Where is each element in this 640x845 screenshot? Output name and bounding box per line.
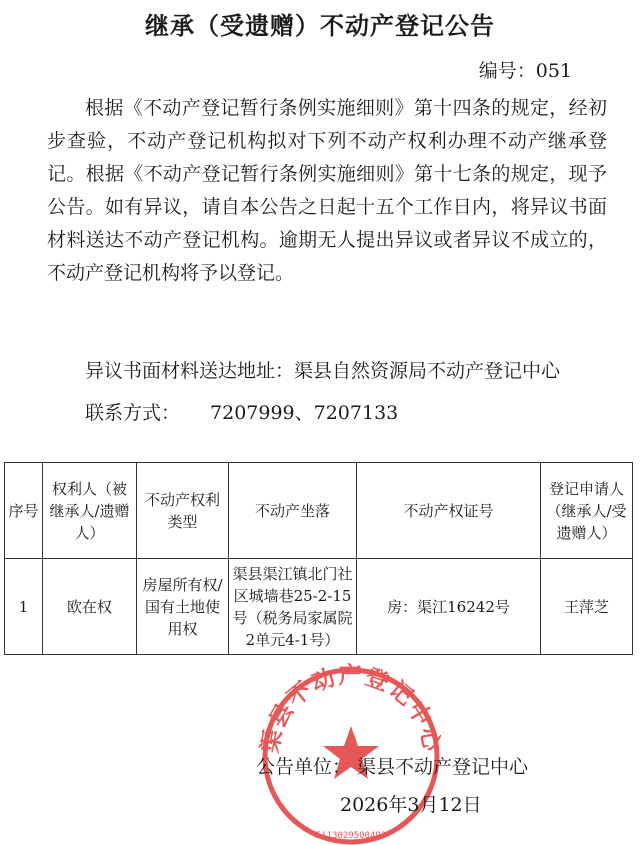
issuer-value: 渠县不动产登记中心	[357, 756, 529, 778]
issuing-unit	[256, 752, 528, 779]
notice-paragraph: 根据《不动产登记暂行条例实施细则》第十四条的规定，经初步查验，不动产登记机构拟对下列不动产权利办理不动产继承登记。根据《不动产登记暂行条例实施细则》第十七条的规定，现予公告。如有异议，请自本公告之日起十五个工作日内，将异议书面材料送达不动产登记机构。逾期无人提出异议或者异议不成立的，不动产登记机构将予以登记。	[47, 97, 607, 284]
contact-label: 联系方式：	[85, 402, 181, 424]
cell-location: 渠县渠江镇北门社区城墙巷25-2-15号（税务局家属院2单元4-1号）	[229, 559, 357, 655]
header-location: 不动产坐落	[229, 463, 357, 559]
contact-info	[47, 398, 398, 425]
address-value: 渠县自然资源局不动产登记中心	[294, 360, 561, 382]
registration-table	[4, 462, 633, 655]
header-cert-no: 不动产权证号	[357, 463, 541, 559]
header-right-type: 不动产权利类型	[137, 463, 229, 559]
header-right-holder: 权利人（被继承人/遗赠人）	[43, 463, 137, 559]
document-number-value: 051	[535, 60, 572, 82]
notice-date: 2026年3月12日	[340, 794, 482, 816]
address-label: 异议书面材料送达地址：	[85, 360, 295, 382]
seal-code: 5113029500493	[315, 831, 387, 841]
cell-cert-no: 房：渠江16242号	[357, 559, 541, 655]
issuer-label: 公告单位：	[256, 756, 352, 778]
header-serial-no: 序号	[5, 463, 43, 559]
contact-value: 7207999、7207133	[210, 402, 399, 424]
notice-title: 继承（受遗赠）不动产登记公告	[145, 12, 495, 40]
cell-applicant: 王萍芝	[541, 559, 633, 655]
notice-body	[47, 92, 607, 290]
cell-serial-no: 1	[5, 559, 43, 655]
document-number-label: 编号：	[478, 60, 536, 82]
document-number	[479, 56, 572, 83]
header-applicant: 登记申请人（继承人/受遗赠人）	[541, 463, 633, 559]
cell-right-holder: 欧在权	[43, 559, 137, 655]
cell-right-type: 房屋所有权/国有土地使用权	[137, 559, 229, 655]
seal-text: 渠县不动产登记中心	[257, 663, 445, 756]
table-header-row	[5, 463, 633, 559]
objection-address	[47, 356, 560, 383]
